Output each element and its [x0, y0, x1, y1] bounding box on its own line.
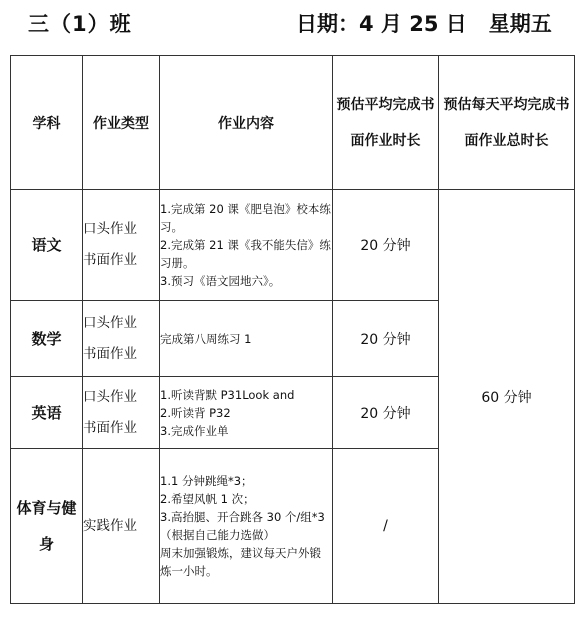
content-line: 周末加强锻炼，建议每天户外锻炼一小时。: [160, 546, 321, 578]
type-line: 书面作业: [83, 252, 137, 268]
type-cell: [83, 190, 160, 301]
header-daily-total: 预估每天平均完成书面作业总时长: [439, 56, 575, 190]
content-line: 2.希望风帆 1 次；: [160, 492, 255, 506]
type-line: 书面作业: [83, 345, 137, 362]
type-line: 口头作业: [83, 388, 137, 405]
type-cell: [83, 301, 160, 377]
content-cell: [160, 190, 333, 301]
header-subject: 学科: [11, 56, 83, 190]
subject-cell: 语文: [11, 190, 83, 301]
header-row: [11, 56, 575, 190]
type-line: 口头作业: [83, 221, 137, 237]
content-line: 1.1 分钟跳绳*3；: [160, 474, 253, 488]
content-line: 完成第八周练习 1: [160, 331, 252, 346]
page-header: [0, 0, 586, 52]
header-content: 作业内容: [160, 56, 333, 190]
type-line: 书面作业: [83, 419, 137, 436]
content-line: 1.听读背默 P31Look and: [160, 387, 295, 402]
header-type: 作业类型: [83, 56, 160, 190]
content-line: 3.预习《语文园地六》。: [160, 274, 281, 288]
content-cell: [160, 301, 333, 377]
content-line: 2.完成第 21 课《我不能失信》练习册。: [160, 238, 331, 270]
subject-cell: 数学: [11, 301, 83, 377]
duration-cell: /: [333, 449, 439, 604]
date-label: 日期：4 月 25 日 星期五: [296, 12, 552, 36]
homework-table: [10, 55, 575, 604]
class-name: 三（1）班: [28, 12, 132, 36]
duration-cell: 20 分钟: [333, 301, 439, 377]
content-line: 2.听读背 P32: [160, 405, 231, 420]
type-cell: [83, 449, 160, 604]
duration-cell: 20 分钟: [333, 377, 439, 449]
type-line: 实践作业: [83, 517, 137, 534]
subject-cell: 英语: [11, 377, 83, 449]
type-line: 口头作业: [83, 314, 137, 331]
duration-cell: 20 分钟: [333, 190, 439, 301]
content-line: 1.完成第 20 课《肥皂泡》校本练习。: [160, 202, 331, 234]
daily-total-cell: 60 分钟: [439, 190, 575, 604]
header-avg-time: 预估平均完成书面作业时长: [333, 56, 439, 190]
content-line: 3.完成作业单: [160, 423, 229, 438]
table-row: [11, 190, 575, 301]
subject-cell: 体育与健身: [11, 449, 83, 604]
type-cell: [83, 377, 160, 449]
content-cell: [160, 377, 333, 449]
content-cell: [160, 449, 333, 604]
content-line: 3.高抬腿、开合跳各 30 个/组*3（根据自己能力选做）: [160, 510, 325, 542]
